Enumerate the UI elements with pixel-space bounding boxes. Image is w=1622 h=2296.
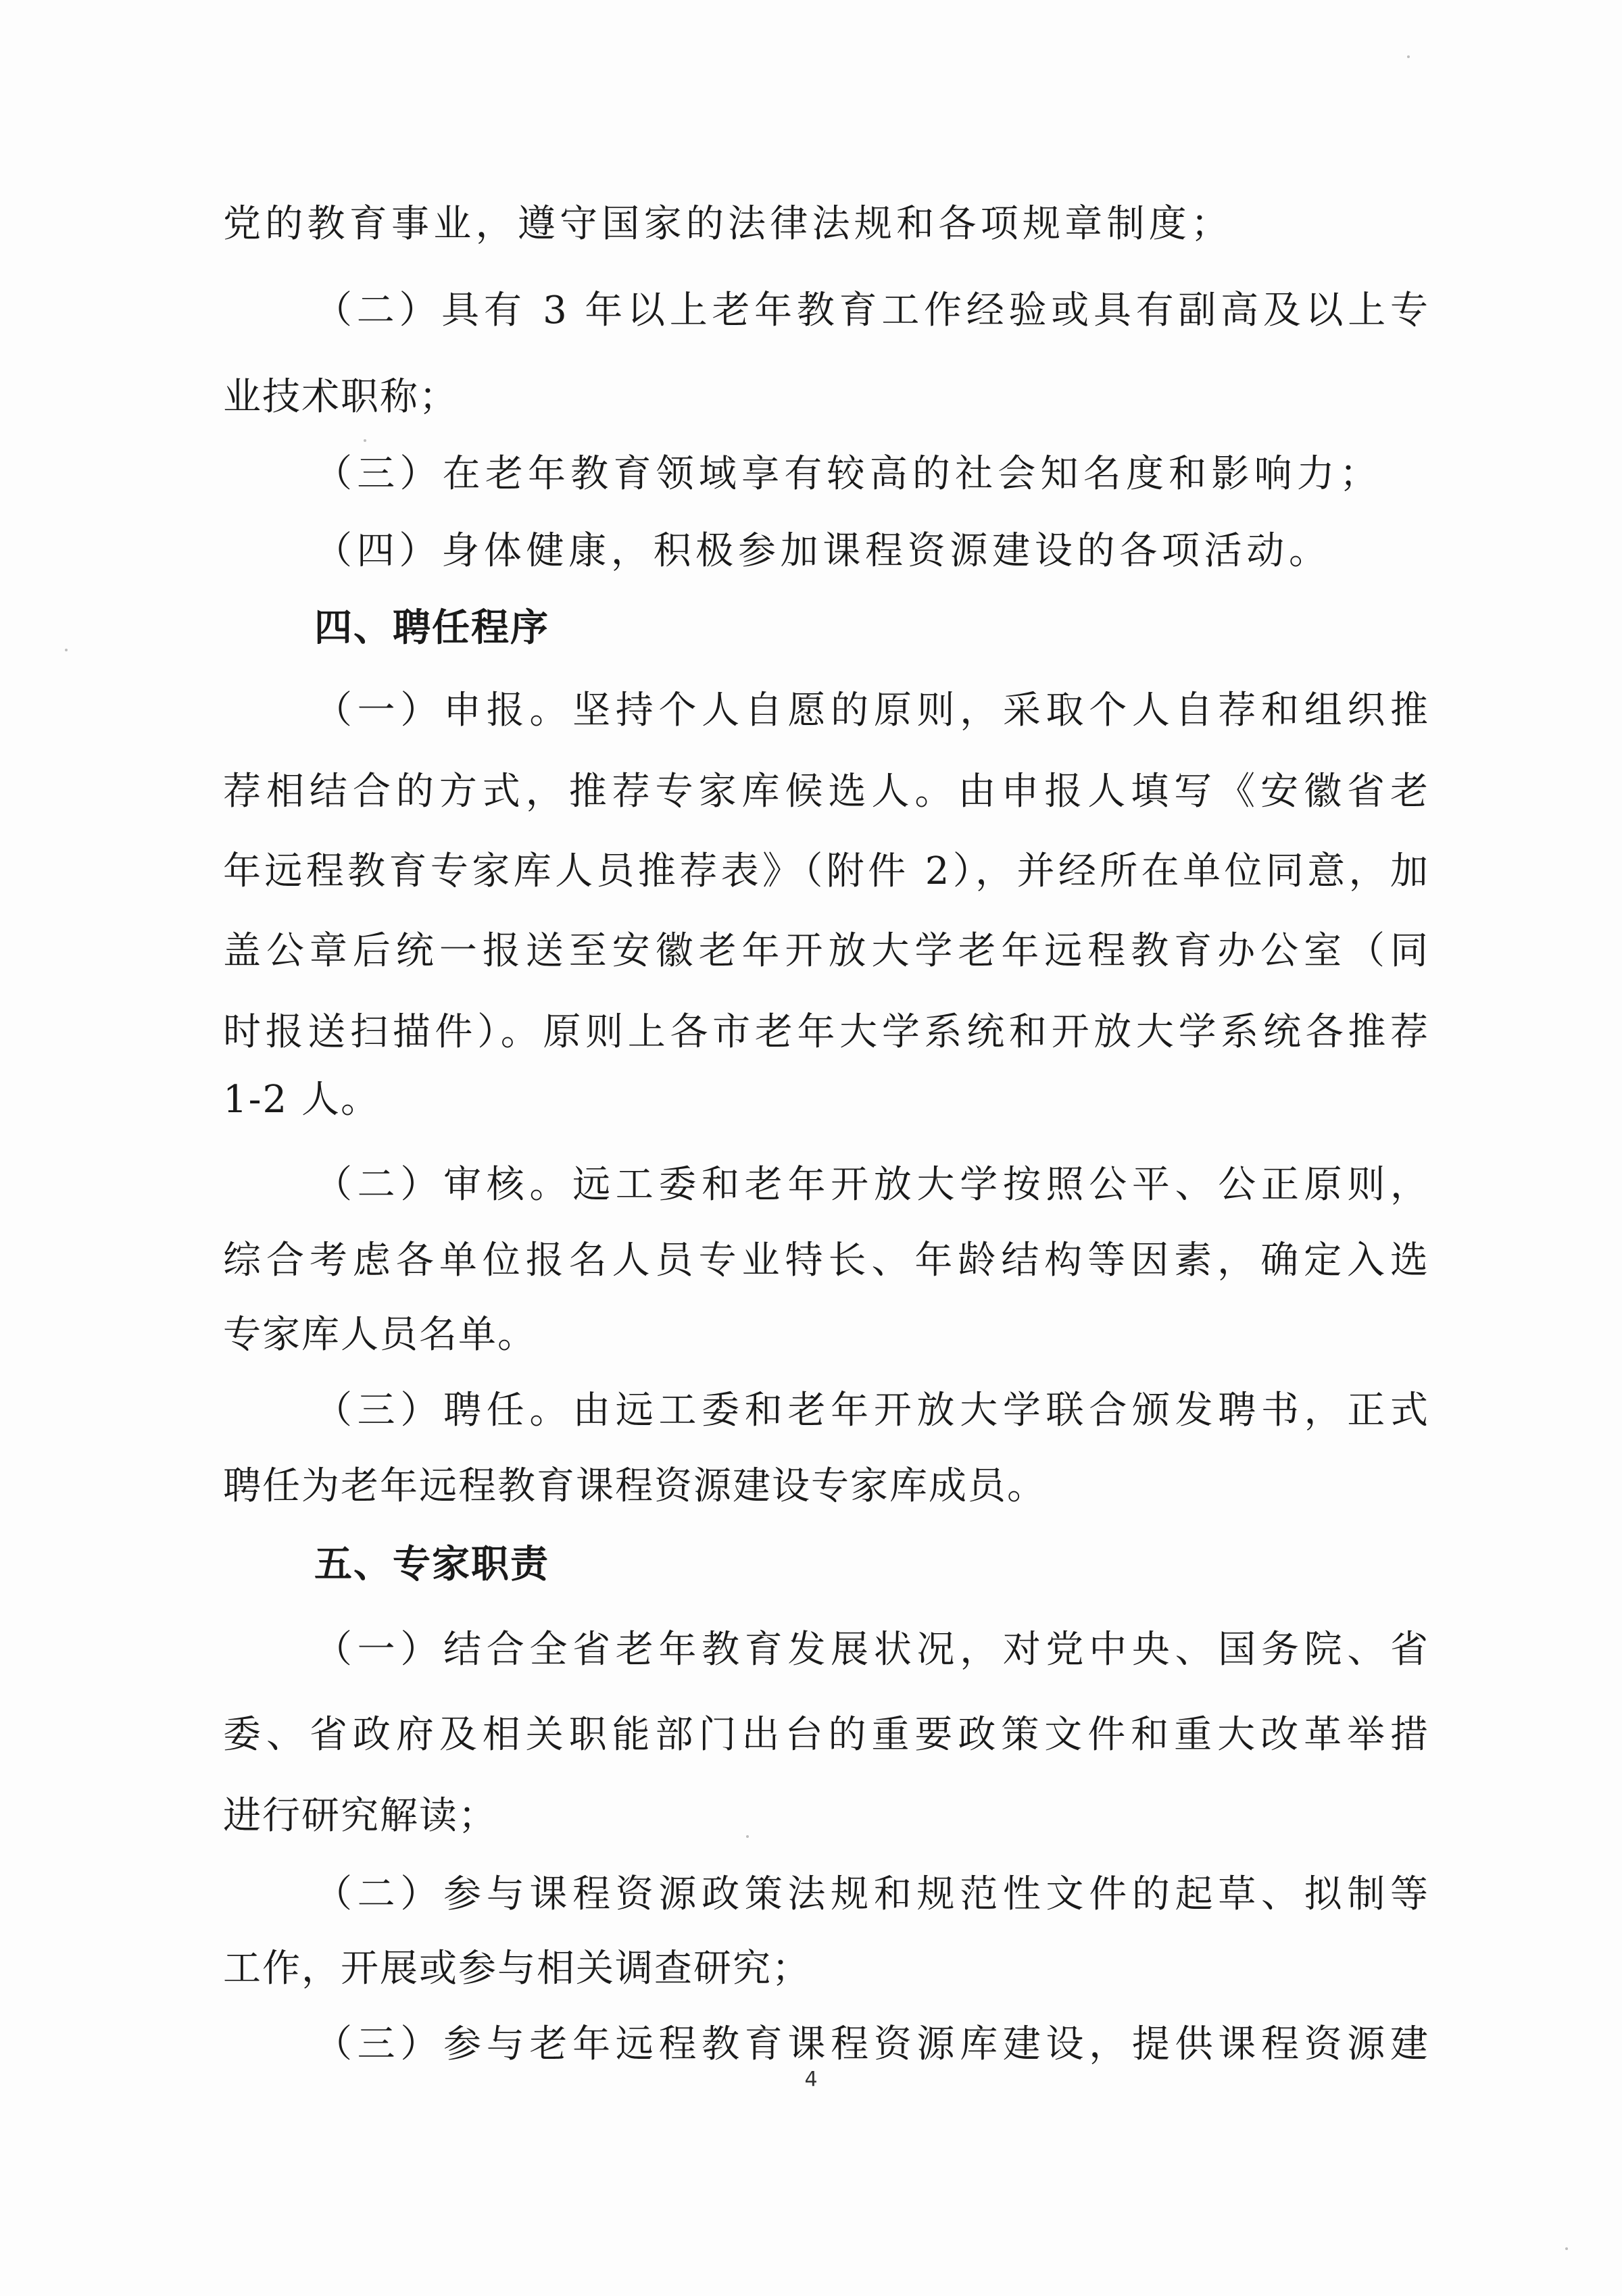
text-line: 荐相结合的方式，推荐专家库候选人。由申报人填写《安徽省老 (223, 770, 1429, 814)
text-line: （二）审核。远工委和老年开放大学按照公平、公正原则， (314, 1163, 1429, 1207)
scan-speck (364, 439, 366, 442)
text-line: （三）聘任。由远工委和老年开放大学联合颁发聘书，正式 (314, 1389, 1429, 1432)
text-line: 综合考虑各单位报名人员专业特长、年龄结构等因素，确定入选 (223, 1239, 1429, 1282)
text-line: 党的教育事业，遵守国家的法律法规和各项规章制度； (223, 202, 1230, 246)
text-line: （一）结合全省老年教育发展状况，对党中央、国务院、省 (314, 1628, 1429, 1672)
text-line: 委、省政府及相关职能部门出台的重要政策文件和重大改革举措 (223, 1713, 1429, 1757)
scan-speck (1565, 2247, 1568, 2250)
scan-speck (1407, 55, 1410, 58)
section-heading: 五、专家职责 (314, 1543, 549, 1587)
section-heading: 四、聘任程序 (314, 606, 549, 650)
text-line: 1-2 人。 (223, 1078, 380, 1122)
text-line: 年远程教育专家库人员推荐表》（附件 2），并经所在单位同意，加 (223, 849, 1429, 893)
scan-speck (746, 1835, 749, 1838)
text-line: （二）参与课程资源政策法规和规范性文件的起草、拟制等 (314, 1872, 1429, 1916)
text-line: 专家库人员名单。 (223, 1313, 537, 1357)
text-line: 聘任为老年远程教育课程资源建设专家库成员。 (223, 1464, 1046, 1508)
text-line: （二）具有 3 年以上老年教育工作经验或具有副高及以上专 (314, 289, 1429, 332)
text-line: 业技术职称； (223, 375, 458, 419)
text-line: （三）参与老年远程教育课程资源库建设，提供课程资源建 (314, 2022, 1429, 2066)
page-number: 4 (804, 2068, 818, 2091)
text-line: 工作，开展或参与相关调查研究； (223, 1947, 811, 1991)
text-line: 时报送扫描件）。原则上各市老年大学系统和开放大学系统各推荐 (223, 1010, 1429, 1054)
text-line: （三）在老年教育领域享有较高的社会知名度和影响力； (314, 452, 1379, 496)
scan-speck (65, 649, 68, 651)
text-line: （一）申报。坚持个人自愿的原则，采取个人自荐和组织推 (314, 689, 1429, 732)
text-line: 进行研究解读； (223, 1794, 497, 1838)
text-line: （四）身体健康，积极参加课程资源建设的各项活动。 (314, 529, 1328, 573)
text-line: 盖公章后统一报送至安徽老年开放大学老年远程教育办公室（同 (223, 929, 1429, 973)
